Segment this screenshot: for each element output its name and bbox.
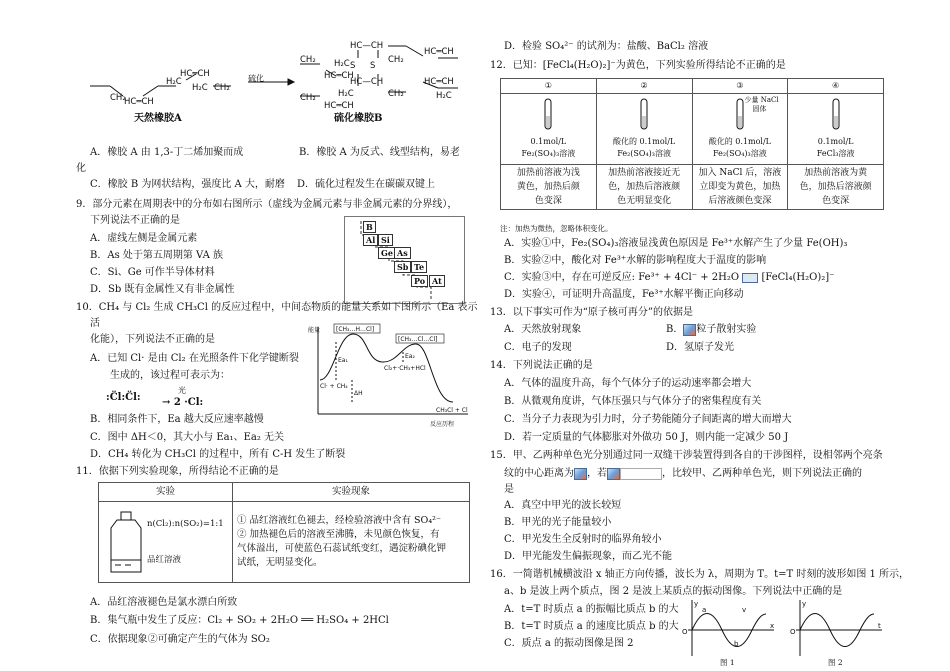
q14-option-a: A．气体的温度升高，每个气体分子的运动速率都会增大 [504, 378, 752, 389]
svg-text:x: x [770, 622, 775, 630]
wave-figure-1 [678, 598, 778, 660]
q12-result-2 [596, 165, 692, 210]
energy-diagram [308, 322, 473, 432]
q8-option-b-cont: 化 [76, 163, 86, 174]
element-b: B [363, 221, 376, 233]
q12-note: 注：加热为微热，忽略体积变化。 [500, 224, 613, 233]
svg-text:HC═CH: HC═CH [324, 101, 354, 111]
q11-option-c: C．依据现象②可确定产生的气体为 SO₂ [90, 634, 270, 645]
q11-option-a: A．品红溶液褪色是氯水漂白所致 [90, 597, 238, 608]
q15-stem-2b: ，若 [587, 468, 607, 479]
q12-sol4-conc: 0.1mol/L [817, 137, 854, 146]
q12-result-3 [692, 165, 788, 210]
q11-observation-2c: 试纸，无明显变化。 [237, 557, 323, 568]
q12-sol4-name: FeCl₃溶液 [816, 149, 855, 158]
q12-tube-3 [692, 94, 788, 165]
q12-result-1-line: 黄色，加热后颜 [516, 182, 580, 192]
equilibrium-arrow-icon [742, 273, 758, 283]
vulcanization-label: 硫化 [248, 74, 264, 83]
q12-result-2-line: 加热前溶液接近无 [608, 168, 681, 178]
q10-option-d: D．CH₄ 转化为 CH₃Cl 的过程中，所有 C-H 发生了断裂 [90, 449, 346, 460]
svg-text:v: v [742, 606, 747, 614]
q12-result-2-line: 色，加热后溶液颜 [608, 182, 681, 192]
q15-option-c: C．甲光发生全反射时的临界角较小 [504, 534, 662, 545]
q14-option-d: D．若一定质量的气体膨胀对外做功 50 J，则内能一定减少 50 J [504, 432, 789, 443]
end-state-label: CH₃Cl + Cl [436, 407, 468, 414]
element-sb: Sb [394, 261, 411, 273]
gas-bottle-icon [107, 510, 147, 576]
reaction-axis-label: 反应历程 [430, 421, 455, 428]
q11-observation-1: ① 品红溶液红色褪去，经检验溶液中含有 SO₄²⁻ [237, 515, 441, 526]
q10-option-a1: A．已知 Cl· 是由 Cl₂ 在光照条件下化学键断裂 [90, 353, 299, 364]
q12-result-4-line: 加热前溶液为黄 [804, 168, 868, 178]
q10-stem-line3: 化能），下列说法不正确的是 [90, 334, 215, 345]
wave-figure-2 [786, 598, 886, 660]
cl-cl-lewis: :C̈l:C̈l: [106, 392, 141, 403]
element-ge: Ge [378, 247, 396, 259]
svg-text:O: O [682, 628, 688, 636]
q12-sol3-name: Fe₂(SO₄)₃溶液 [713, 149, 767, 158]
q11-head-observation: 实验现象 [233, 483, 470, 502]
svg-text:CH₂: CH₂ [214, 83, 230, 93]
element-si: Si [378, 234, 393, 246]
test-tube-icon [831, 98, 841, 132]
q9-stem-2: 下列说法不正确的是 [90, 215, 180, 226]
start-state-label: Cl· + CH₄ [320, 383, 348, 390]
q8-option-c: C．橡胶 B 为网状结构，强度比 A 大，耐磨 [90, 179, 285, 190]
alpha-symbol-icon [683, 324, 696, 336]
q13-option-b-prefix: B． [666, 324, 684, 335]
q12-sol2-conc: 酸化的 0.1mol/L [613, 137, 676, 146]
q15-option-d: D．甲光能发生偏振现象，而乙光不能 [504, 551, 673, 562]
q16-option-c: C．质点 a 的振动图像是图 2 [504, 638, 634, 649]
q12-tube-4 [788, 94, 884, 165]
q8-option-a: A．橡胶 A 由 1,3-丁二烯加聚而成 [90, 147, 244, 158]
q13-option-d: D．氢原子发光 [666, 342, 735, 353]
q12-result-3-line: 立即变为黄色，加热 [699, 182, 781, 192]
q12-option-c-product: [FeCl₄(H₂O)₂]⁻ [761, 272, 835, 283]
svg-text:CH₂: CH₂ [388, 89, 404, 99]
q12-result-1-line: 色变深 [534, 196, 562, 206]
svg-text:y: y [802, 600, 807, 608]
delta-h-label: ΔH [354, 390, 363, 397]
q12-col-1: ① [501, 79, 597, 94]
fig1-caption: 图 1 [720, 658, 735, 667]
magenta-solution-label: 品红溶液 [147, 555, 182, 565]
q10-option-b: B．相同条件下，Ea 越大反应速率越慢 [90, 414, 264, 425]
q12-sol2-name: Fe₂(SO₄)₃溶液 [617, 149, 671, 158]
q11-stem: 11．依据下列实验现象，所得结论不正确的是 [76, 466, 279, 477]
q10-option-a2: 生成的，该过程可表示为： [110, 370, 230, 381]
svg-text:H₂C: H₂C [166, 77, 182, 87]
q12-sol1-conc: 0.1mol/L [530, 137, 567, 146]
q12-col-2: ② [596, 79, 692, 94]
q12-nacl-label: 少量 NaCl [744, 96, 779, 104]
element-as: As [394, 247, 411, 259]
q11-observation-cell [233, 502, 470, 583]
energy-axis-label: 能量 [308, 327, 321, 334]
q12-option-c [504, 271, 834, 284]
svg-text:HC═CH: HC═CH [180, 69, 210, 79]
q12-sol1-name: Fe₂(SO₄)₃溶液 [521, 149, 576, 158]
svg-text:S: S [350, 61, 356, 71]
q12-option-b: B．实验②中，酸化对 Fe³⁺水解的影响程度大于温度的影响 [504, 255, 767, 266]
rubber-a-label: 天然橡胶A [134, 113, 182, 124]
q11-observation-2b: 气体溢出，可使蓝色石蕊试纸变红，遇淀粉碘化钾 [237, 543, 447, 554]
q12-col-3: ③ [692, 79, 788, 94]
lewis-product: → 2 ·Cl: [162, 397, 204, 408]
q12-result-3-line: 后溶液颜色变深 [708, 196, 772, 206]
test-tube-icon [639, 98, 649, 132]
q12-result-4-line: 色变深 [822, 196, 850, 206]
svg-text:S: S [370, 61, 376, 71]
q8-option-d: D．硫化过程发生在碳碳双键上 [297, 179, 436, 190]
q15-stem-1: 15．甲、乙两种单色光分别通过同一双缝干涉装置得到各自的干涉图样，设相邻两个亮条 [490, 450, 883, 461]
svg-text:HC═CH: HC═CH [424, 77, 454, 87]
svg-text:a: a [702, 606, 707, 614]
svg-text:CH₂: CH₂ [388, 55, 404, 65]
svg-text:O: O [790, 628, 796, 636]
q12-table [500, 78, 884, 210]
q8-option-b: B．橡胶 A 为反式、线型结构，易老 [299, 147, 460, 158]
q9-option-b: B．As 处于第五周期第 VA 族 [90, 250, 224, 261]
q12-result-1-line: 加热前溶液为浅 [516, 168, 580, 178]
transition-state-2: [CH₃…Cl…Cl] [398, 336, 438, 343]
q9-option-c: C．Si、Ge 可作半导体材料 [90, 267, 215, 278]
svg-text:y: y [694, 600, 699, 608]
q15-option-a: A．真空中甲光的波长较短 [504, 500, 622, 511]
q11-observation-2a: ② 加热褪色后的溶液至沸腾，未见颜色恢复，有 [237, 529, 440, 540]
svg-text:H₂C: H₂C [334, 59, 350, 69]
periodic-table-figure [344, 216, 465, 304]
q10-stem-line2: 活 [90, 318, 100, 329]
element-te: Te [411, 261, 427, 273]
q12-option-c-text: C．实验③中，存在可逆反应: Fe³⁺ + 4Cl⁻ + 2H₂O [504, 272, 740, 283]
svg-text:H₂C: H₂C [192, 83, 208, 93]
q12-nacl-label-2: 固体 [752, 105, 767, 113]
q9-option-d: D．Sb 既有金属性又有非金属性 [90, 284, 235, 295]
q11-option-d: D．检验 SO₄²⁻ 的试剂为：盐酸、BaCl₂ 溶液 [504, 41, 709, 52]
element-po: Po [411, 275, 428, 287]
q14-option-c: C．当分子力表现为引力时，分子势能随分子间距离的增大而增大 [504, 414, 792, 425]
test-tube-icon [543, 98, 553, 132]
q10-option-c: C．图中 ΔH＜0，其大小与 Ea₁、Ea₂ 无关 [90, 432, 285, 443]
ea1-label: Ea₁ [338, 357, 348, 364]
q11-table [98, 482, 470, 583]
svg-text:HC—CH: HC—CH [350, 77, 384, 87]
q16-option-b: B．t=T 时质点 a 的速度比质点 b 的大 [504, 621, 679, 632]
q15-stem-2 [504, 467, 862, 480]
q14-stem: 14．下列说法正确的是 [490, 360, 593, 371]
q12-result-4-line: 色，加热后溶液颜 [799, 182, 872, 192]
q12-sol3-conc: 酸化的 0.1mol/L [708, 137, 771, 146]
q15-stem-3: 是 [504, 484, 514, 495]
delta-x-icon [574, 468, 587, 480]
q12-option-a: A．实验①中，Fe₂(SO₄)₃溶液显浅黄色原因是 Fe³⁺水解产生了少量 Fe(OH)₃ [504, 238, 848, 249]
rubber-b-label: 硫化橡胶B [334, 113, 383, 124]
q11-apparatus-cell [99, 502, 233, 583]
svg-text:t: t [878, 622, 881, 630]
svg-text:H₂C: H₂C [338, 89, 354, 99]
ea2-label: Ea₂ [405, 353, 415, 360]
q12-tube-1 [501, 94, 597, 165]
delta-x-compare-icon [607, 468, 620, 480]
q12-result-1 [501, 165, 597, 210]
svg-text:CH₂: CH₂ [300, 55, 316, 65]
gas-ratio-label: n(Cl₂):n(SO₂)=1:1 [147, 519, 224, 529]
q12-result-2-line: 色无明显变化 [617, 196, 672, 206]
q13-option-a: A．天然放射现象 [504, 324, 582, 335]
light-label: 光 [178, 386, 186, 395]
q13-option-b [666, 323, 756, 336]
svg-text:HC═CH: HC═CH [324, 71, 354, 81]
q12-col-4: ④ [788, 79, 884, 94]
q10-stem-line1: 10．CH₄ 与 Cl₂ 生成 CH₃Cl 的反应过程中，中间态物质的能量关系如下图所示（Ea 表示 [76, 302, 478, 313]
q16-option-a: A．t=T 时质点 a 的振幅比质点 b 的大 [504, 604, 679, 615]
svg-text:H₂C: H₂C [436, 91, 452, 101]
test-tube-icon [735, 98, 745, 132]
element-al: Al [363, 234, 378, 246]
svg-text:HC═CH: HC═CH [424, 47, 454, 57]
q15-stem-2c: ，比较甲、乙两种单色光，则下列说法正确的 [662, 468, 862, 479]
q12-tube-2 [596, 94, 692, 165]
q11-head-experiment: 实验 [99, 483, 233, 502]
svg-text:HC—CH: HC—CH [350, 41, 384, 51]
q15-stem-2a: 纹的中心距离为 [504, 468, 574, 479]
svg-text:HC═CH: HC═CH [124, 97, 154, 107]
fig2-caption: 图 2 [828, 658, 843, 667]
q16-stem-2: a、b 是波上两个质点，图 2 是波上某质点的振动图像。下列说法中正确的是 [504, 586, 843, 597]
q13-option-b-text: 粒子散射实验 [696, 324, 757, 335]
q14-option-b: B．从微观角度讲，气体压强只与气体分子的密集程度有关 [504, 396, 762, 407]
svg-text:b: b [734, 640, 739, 648]
q12-result-4 [788, 165, 884, 210]
q11-option-b: B．集气瓶中发生了反应：Cl₂ + SO₂ + 2H₂O ══ H₂SO₄ + 2HCl [90, 615, 389, 626]
svg-text:CH₂: CH₂ [110, 93, 126, 103]
q13-option-c: C．电子的发现 [504, 342, 572, 353]
q12-stem: 12．已知：[FeCl₄(H₂O)₂]⁻为黄色，下列实验所得结论不正确的是 [490, 60, 786, 71]
q12-option-d: D．实验④，可证明升高温度，Fe³⁺水解平衡正向移动 [504, 289, 744, 300]
q15-option-b: B．甲光的光子能量较小 [504, 517, 612, 528]
intermediate-label: Cl₂+·CH₃+HCl [384, 365, 426, 372]
q9-option-a: A．虚线左侧是金属元素 [90, 233, 198, 244]
element-at: At [429, 275, 445, 287]
q12-result-3-line: 加入 NaCl 后，溶液 [698, 168, 782, 178]
q16-stem-1: 16．一简谐机械横波沿 x 轴正方向传播，波长为 λ，周期为 T。t=T 时刻的波形如图 1 所示， [490, 569, 910, 580]
q9-stem: 9．部分元素在周期表中的分布如右图所示（虚线为金属元素与非金属元素的分界线）， [76, 199, 458, 210]
transition-state-1: [CH₃…H…Cl] [336, 326, 375, 333]
svg-text:CH₂: CH₂ [300, 93, 316, 103]
delta-x-box [620, 468, 662, 480]
q13-stem: 13．以下事实可作为“原子核可再分”的依据是 [490, 307, 693, 318]
